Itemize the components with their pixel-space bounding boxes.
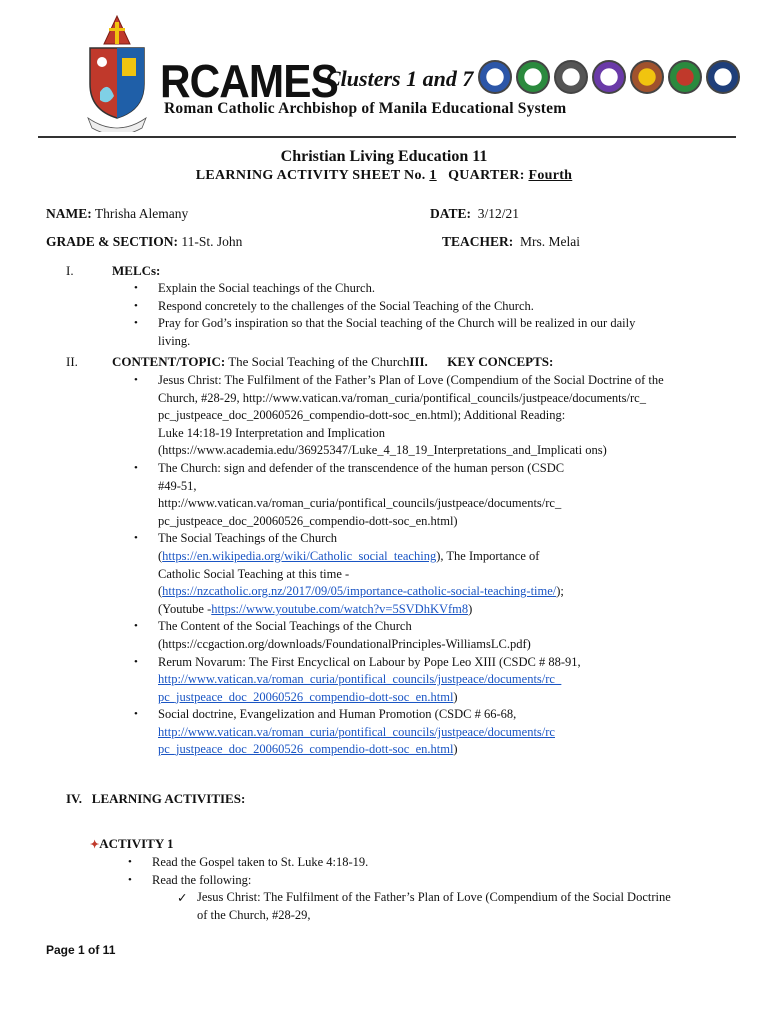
sheet-label: LEARNING ACTIVITY SHEET No. [195,168,426,183]
quarter-label: QUARTER: [448,168,525,183]
list-item-text: ) [453,689,458,704]
list-item-text: The Church: sign and defender of the transcendence of the human person (CSDC [158,460,565,475]
vatican-link[interactable]: pc_justpeace_doc_20060526_compendio-dott-soc_en.html [158,742,454,757]
list-item-text: http://www.vatican.va/roman_curia/pontifical_councils/justpeace/documents/rc_ [158,496,562,511]
school-seal-icon [516,60,550,94]
list-item-text: ); [556,584,564,599]
list-item-text: Rerum Novarum: The First Encyclical on Labour by Pope Leo XIII (CSDC # 88-91, [158,654,581,669]
wikipedia-link[interactable]: https://en.wikipedia.org/wiki/Catholic_social_teaching [162,548,437,563]
quarter-value: Fourth [528,168,573,183]
check-item-text: of the Church, #28-29, [197,907,311,922]
section-heading: IV. LEARNING ACTIVITIES: [66,791,246,806]
list-item [158,315,738,350]
topic-text: The Social Teaching of the Church [228,354,410,369]
list-item-text: Luke 14:18-19 Interpretation and Implication [158,425,386,440]
list-item: • Read the following: [152,872,732,890]
list-item-text: #49-51, [158,478,197,493]
content-topic-line [112,353,553,370]
list-item-text: pc_justpeace_doc_20060526_compendio-dott-soc_en.html) [158,513,458,528]
section-numeral: I. [66,263,74,278]
list-item-text: The Social Teachings of the Church [158,531,338,546]
vatican-link[interactable]: http://www.vatican.va/roman_curia/pontifical_councils/justpeace/documents/rc [158,724,555,739]
pin-icon: ✦ [90,839,100,851]
name-value: Thrisha Alemany [94,206,189,221]
page-number: Page 1 of 11 [46,943,116,957]
list-item: • Read the Gospel taken to St. Luke 4:18-19. [152,854,732,872]
school-seal-icon [668,60,702,94]
nzcatholic-link[interactable]: https://nzcatholic.org.nz/2017/09/05/importance-catholic-social-teaching-time/ [162,584,557,599]
organization-name: Roman Catholic Archbishop of Manila Educational System [164,100,567,117]
date-field [430,206,519,222]
teacher-value: Mrs. Melai [520,234,581,249]
key-concepts-heading: III. KEY CONCEPTS: [409,354,554,369]
list-item [158,460,738,530]
grade-label: GRADE & SECTION: [46,234,179,249]
list-item-text: (https://www.academia.edu/36925347/Luke_4_18_19_Interpretations_and_Implicati ons) [158,443,607,458]
list-item-text: ) [453,742,458,757]
list-item-text: Jesus Christ: The Fulfilment of the Father’s Plan of Love (Compendium of the Social Doctrine of the [158,373,664,387]
list-item-text: ) [468,601,473,616]
name-field [46,206,188,222]
activity-list [152,854,732,889]
list-item-text: (https://ccgaction.org/downloads/FoundationalPrinciples-WilliamsLC.pdf) [158,636,531,651]
list-item-text: (Youtube - [158,601,212,616]
school-seal-icon [630,60,664,94]
list-item-text: pc_justpeace_doc_20060526_compendio-dott-soc_en.html); Additional Reading: [158,408,566,423]
teacher-field [442,234,580,250]
list-item-text: Social doctrine, Evangelization and Human Promotion (CSDC # 66-68, [158,707,517,722]
check-item [197,889,737,924]
date-value: 3/12/21 [477,206,520,221]
vatican-link[interactable]: pc_justpeace_doc_20060526_compendio-dott-soc_en.html [158,689,454,704]
list-item-text: ( [158,584,163,599]
list-item-text: living. [158,333,191,348]
clusters-label: Clusters 1 and 7 [326,66,474,91]
school-seal-icon [478,60,512,94]
section-heading: MELCs: [112,263,161,278]
section-numeral: II. [66,354,78,369]
youtube-link[interactable]: https://www.youtube.com/watch?v=5SVDhKVfm8 [211,601,469,616]
grade-value: 11-St. John [181,234,243,249]
sheet-number: 1 [429,168,437,183]
list-item-text: Pray for God’s inspiration so that the Social teaching of the Church will be realized in our daily [158,316,636,331]
school-seal-icon [706,60,740,94]
key-concepts-list [158,372,738,759]
list-item: • Explain the Social teachings of the Church. [158,280,738,298]
brand-name: RCAMES [160,55,338,107]
list-item-text: ( [158,548,163,563]
list-item: • Respond concretely to the challenges of the Social Teaching of the Church. [158,298,738,316]
section-heading: CONTENT/TOPIC: [112,354,226,369]
check-item-text: Jesus Christ: The Fulfilment of the Father’s Plan of Love (Compendium of the Social Doctrine [197,890,671,904]
name-label: NAME: [46,206,92,221]
vatican-link[interactable]: http://www.vatican.va/roman_curia/pontifical_councils/justpeace/documents/rc_ [158,672,562,687]
teacher-label: TEACHER: [442,234,514,249]
activity-title: ACTIVITY 1 [99,836,174,851]
list-item [158,706,738,759]
activity-heading [90,835,174,854]
school-seal-icon [554,60,588,94]
list-item-text: Catholic Social Teaching at this time - [158,566,350,581]
list-item-text: Church, #28-29, http://www.vatican.va/roman_curia/pontifical_councils/justpeace/documents/rc_ [158,390,646,405]
header-divider [38,136,736,138]
list-item [158,530,738,618]
date-label: DATE: [430,206,472,221]
sheet-heading [0,168,768,184]
rcam-crest-logo [82,14,152,132]
list-item-text: ), The Importance of [436,548,540,563]
document-title: Christian Living Education 11 [280,148,488,165]
school-seals [478,60,740,94]
list-item [158,372,738,460]
grade-field [46,234,242,250]
school-seal-icon [592,60,626,94]
list-item-text: The Content of the Social Teachings of the Church [158,619,412,634]
list-item [158,654,738,707]
list-item [158,618,738,653]
melcs-list [158,280,738,350]
